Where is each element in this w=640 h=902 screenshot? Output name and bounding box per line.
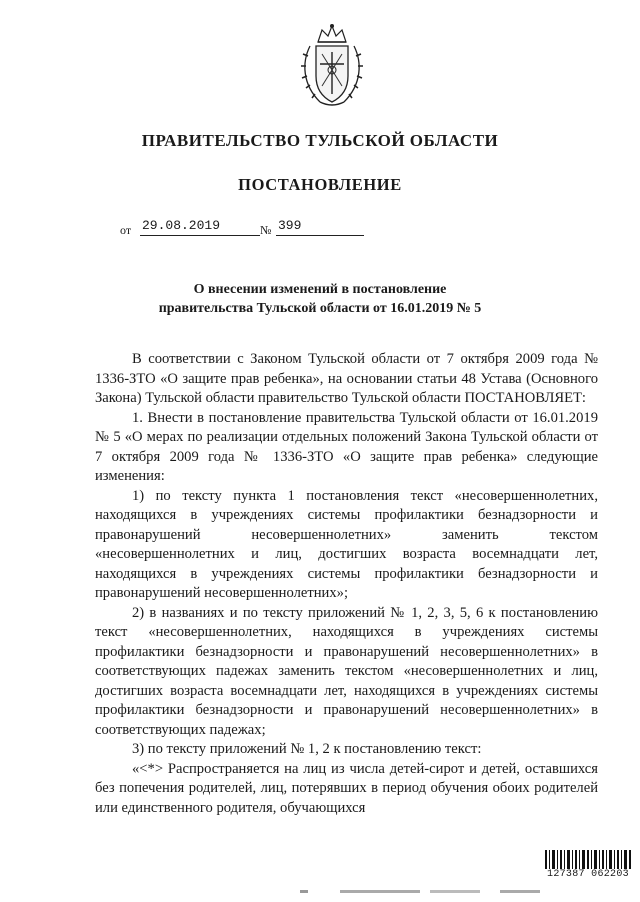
subject-line-1: О внесении изменений в постановление — [193, 282, 447, 297]
date-label: от — [120, 223, 132, 237]
number-label: № — [260, 223, 272, 237]
body-paragraph: 3) по тексту приложений № 1, 2 к постановлению текст: — [132, 741, 482, 757]
government-title: ПРАВИТЕЛЬСТВО ТУЛЬСКОЙ ОБЛАСТИ — [141, 131, 499, 150]
document-date: 29.08.2019 — [140, 218, 260, 236]
body-paragraph: «<*> Распространяется на лиц из числа детей-сирот и детей, оставшихся без попечения родителей, лиц, потерявших в период обучения обоих родителей или единственного родителя, обучающихся — [95, 760, 598, 816]
coat-of-arms-emblem — [298, 22, 366, 110]
scan-artifact — [300, 886, 610, 896]
document-subject — [0, 280, 640, 318]
document-type: ПОСТАНОВЛЕНИЕ — [238, 175, 402, 194]
document-meta-row — [0, 218, 640, 242]
subject-line-2: правительства Тульской области от 16.01.2019 № 5 — [158, 301, 482, 316]
body-paragraph: 2) в названиях и по тексту приложений № 1, 2, 3, 5, 6 к постановлению текст «несовершеннолетних, находящихся в учреждениях системы профилактики безнадзорности и правонарушений несовершеннолетних» в соответствующих падежах заменить текстом «несовершеннолетних и лиц, достигших возраста восемнадцати лет, находящихся в учреждениях системы профилактики безнадзорности и правонарушений несовершеннолетних» в соответствующих падежах; — [95, 604, 598, 738]
body-paragraph: 1. Внести в постановление правительства Тульской области от 16.01.2019 № 5 «О мерах по реализации отдельных положений Закона Тульской области от 7 октября 2009 года № 1336-ЗТО «О защите прав ребенка» следующие изменения: — [95, 409, 598, 484]
document-number: 399 — [276, 218, 364, 236]
body-paragraph: В соответствии с Законом Тульской области от 7 октября 2009 года № 1336-ЗТО «О защите прав ребенка», на основании статьи 48 Устава (Основного Закона) Тульской области правительство Тульской области ПОСТАНОВЛЯЕТ: — [95, 351, 598, 406]
document-body — [95, 350, 598, 818]
barcode-number: 127387 062203 — [543, 869, 633, 880]
body-paragraph: 1) по тексту пункта 1 постановления текст «несовершеннолетних, находящихся в учреждениях системы профилактики безнадзорности и правонарушений несовершеннолетних» заменить текстом «несовершеннолетних и лиц, достигших возраста восемнадцати лет, находящихся в учреждениях системы профилактики безнадзорности и правонарушений несовершеннолетних»; — [95, 487, 598, 601]
